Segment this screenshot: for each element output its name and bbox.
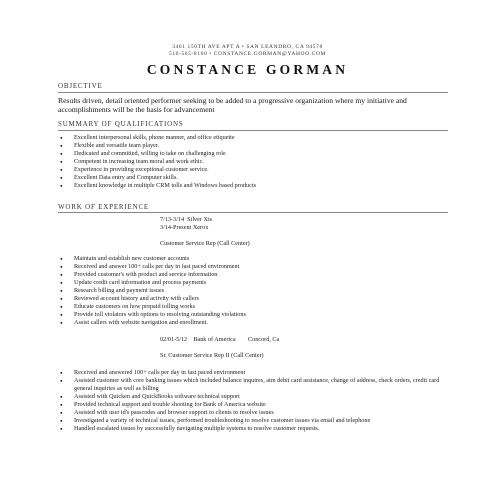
list-item: ● Flexible and versatile team player. bbox=[58, 142, 448, 150]
list-item: ● Provided technical support and trouble shooting for Bank of America website bbox=[58, 401, 450, 409]
list-item: ● Excellent interpersonal skills, phone manner, and office etiquette bbox=[58, 134, 448, 142]
resume-name: CONSTANCE GORMAN bbox=[146, 62, 349, 77]
list-item: ● Assisted customer with core banking issues which included balance inquires, atm debit card assistance, change of address, check orders, credit card general inquiries as well as billing bbox=[58, 377, 450, 393]
list-item: ● Provide toll violators with options to resolving outstanding violations bbox=[58, 311, 448, 319]
list-item: ● Dedicated and committed, willing to take on challenging role bbox=[58, 150, 448, 158]
list-item: ● Assisted with user id's passcodes and browser support to clients to resolve issues bbox=[58, 409, 450, 417]
list-item: ● Received and answered 100+ calls per day in fast paced environment bbox=[58, 369, 450, 377]
job2-dates: 02/01-5/12 Bank of America Concord, Ca bbox=[160, 336, 280, 343]
objective-heading: OBJECTIVE bbox=[58, 82, 103, 90]
list-item: ● Assist callers with website navigation and enrollment. bbox=[58, 319, 448, 327]
qualifications-heading: SUMMARY OF QUALIFICATIONS bbox=[58, 120, 184, 128]
job1-dates-line2: 3/14-Present Xerox bbox=[160, 224, 209, 231]
list-item: ● Competent in increasing team moral and work ethic. bbox=[58, 158, 448, 166]
list-item: ● Received and answer 100+ calls per day in fast paced environment bbox=[58, 263, 448, 271]
list-item: ● Maintain and establish new customer accounts bbox=[58, 255, 448, 263]
list-item: ● Reviewed account history and activity with callers bbox=[58, 295, 448, 303]
job2-duties-list bbox=[58, 369, 450, 433]
experience-divider bbox=[58, 212, 448, 213]
job1-title: Customer Service Rep (Call Center) bbox=[160, 240, 250, 247]
list-item: ● Research billing and payment issues bbox=[58, 287, 448, 295]
list-item: ● Experience in providing exceptional customer service. bbox=[58, 166, 448, 174]
qualifications-divider bbox=[58, 130, 448, 131]
qualifications-list bbox=[58, 134, 448, 190]
job2-title: Sr. Customer Service Rep II (Call Center) bbox=[160, 352, 264, 359]
experience-heading: WORK OF EXPERIENCE bbox=[58, 203, 150, 211]
list-item: ● Excellent knowledge in multiple CRM tolls and Windows based products bbox=[58, 182, 448, 190]
list-item: ● Update credit card information and process payments bbox=[58, 279, 448, 287]
contact-phone-email: 510-565-8160 • CONSTANCE.GORMAN@YAHOO.COM bbox=[168, 51, 327, 57]
list-item: ● Provided customer's with product and service information bbox=[58, 271, 448, 279]
objective-text: Results driven, detail oriented performer seeking to be added to a progressive organization where my initiative and accomplishments will be the basis for advancement bbox=[58, 96, 407, 114]
objective-divider bbox=[58, 92, 448, 93]
job1-dates-line1: 7/13-3/14 Silver Xis bbox=[160, 216, 213, 223]
contact-address: 3461 150TH AVE APT A • SAN LEANDRO, CA 94578 bbox=[172, 44, 323, 50]
job1-duties-list bbox=[58, 255, 448, 327]
list-item: ● Excellent Data entry and Computer skills. bbox=[58, 174, 448, 182]
list-item: ● Educate customers on how prepaid tolling works bbox=[58, 303, 448, 311]
list-item: ● Investigated a variety of technical issues, performed troubleshooting to resolve customer issues via email and telephone bbox=[58, 417, 450, 425]
list-item: ● Assisted with Quicken and QuickBooks software technical support bbox=[58, 393, 450, 401]
list-item: ● Handled escalated issues by successfully navigating multiple systems to resolve customer requests. bbox=[58, 425, 450, 433]
